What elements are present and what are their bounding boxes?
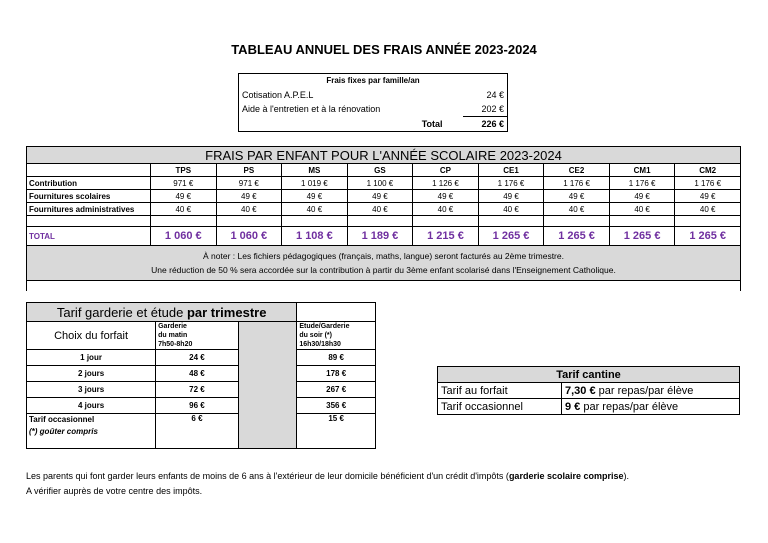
fee-label: Aide à l'entretien et à la rénovation bbox=[242, 104, 381, 115]
total-cell: 1 189 € bbox=[347, 227, 413, 246]
table-row bbox=[27, 177, 741, 190]
empty-cell bbox=[297, 303, 376, 322]
blank-row bbox=[27, 216, 741, 227]
cell: 40 € bbox=[675, 203, 741, 216]
cell: 267 € bbox=[297, 382, 376, 398]
price: 9 € bbox=[565, 400, 581, 413]
column-headers bbox=[27, 164, 741, 177]
cell: 40 € bbox=[478, 203, 544, 216]
row-label: 4 jours bbox=[27, 398, 156, 414]
table-row bbox=[27, 398, 376, 414]
row-label: 2 jours bbox=[27, 366, 156, 382]
fee-amount: 24 € bbox=[486, 90, 504, 100]
row-label: 1 jour bbox=[27, 350, 156, 366]
fee-label: Cotisation A.P.E.L bbox=[242, 90, 314, 100]
total-amount: 226 € bbox=[463, 117, 508, 132]
price-cell bbox=[562, 383, 740, 399]
header-line: Garderie bbox=[158, 323, 187, 330]
cell: 40 € bbox=[413, 203, 479, 216]
col-header: CM1 bbox=[609, 164, 675, 177]
header-line: du soir (*) bbox=[299, 332, 332, 339]
col-header: GS bbox=[347, 164, 413, 177]
cell: 96 € bbox=[156, 398, 239, 414]
cell: 40 € bbox=[151, 203, 217, 216]
table-row bbox=[27, 190, 741, 203]
footer-line: A vérifier auprès de votre centre des impôts. bbox=[26, 486, 203, 496]
cell: 49 € bbox=[413, 190, 479, 203]
table-row bbox=[27, 350, 376, 366]
table-row bbox=[27, 382, 376, 398]
cell: 49 € bbox=[478, 190, 544, 203]
cell: 40 € bbox=[216, 203, 282, 216]
row-label: Contribution bbox=[27, 177, 151, 190]
row-label: 3 jours bbox=[27, 382, 156, 398]
cell: 49 € bbox=[282, 190, 348, 203]
total-cell: 1 215 € bbox=[413, 227, 479, 246]
page-title: TABLEAU ANNUEL DES FRAIS ANNÉE 2023-2024 bbox=[231, 42, 537, 57]
cell: 1 126 € bbox=[413, 177, 479, 190]
table-row bbox=[27, 366, 376, 382]
row-label: Tarif occasionnel bbox=[438, 399, 562, 415]
price-suffix: par repas/par élève bbox=[580, 400, 679, 413]
cell: 15 € bbox=[297, 414, 376, 449]
cell: 356 € bbox=[297, 398, 376, 414]
matin-header bbox=[156, 322, 239, 350]
price: 7,30 € bbox=[565, 384, 596, 397]
table-row bbox=[438, 399, 740, 415]
total-cell: 1 265 € bbox=[478, 227, 544, 246]
cell: 48 € bbox=[156, 366, 239, 382]
total-row bbox=[27, 227, 741, 246]
total-cell: 1 108 € bbox=[282, 227, 348, 246]
note-row bbox=[27, 246, 741, 281]
cantine-table bbox=[437, 366, 740, 415]
cell: 1 176 € bbox=[675, 177, 741, 190]
cell: 6 € bbox=[156, 414, 239, 449]
fixed-fees-header: Frais fixes par famille/an bbox=[326, 76, 420, 85]
fees-table-title: FRAIS PAR ENFANT POUR L'ANNÉE SCOLAIRE 2023-2024 bbox=[27, 147, 741, 164]
col-header: CE2 bbox=[544, 164, 610, 177]
cell: 1 100 € bbox=[347, 177, 413, 190]
table-row bbox=[239, 102, 508, 117]
footer-line bbox=[26, 469, 629, 484]
garderie-table bbox=[26, 302, 376, 449]
fees-per-child-table bbox=[26, 146, 741, 291]
total-cell: 1 265 € bbox=[609, 227, 675, 246]
table-row bbox=[27, 414, 376, 449]
cell: 40 € bbox=[347, 203, 413, 216]
total-label: TOTAL bbox=[27, 227, 151, 246]
cantine-title: Tarif cantine bbox=[438, 367, 740, 383]
col-header: CM2 bbox=[675, 164, 741, 177]
header-line: 16h30/18h30 bbox=[299, 341, 341, 348]
row-label: Tarif au forfait bbox=[438, 383, 562, 399]
cell: 49 € bbox=[216, 190, 282, 203]
col-header: PS bbox=[216, 164, 282, 177]
row-label: Fournitures administratives bbox=[27, 203, 151, 216]
total-cell: 1 265 € bbox=[544, 227, 610, 246]
footer-text: ). bbox=[623, 471, 629, 481]
total-cell: 1 060 € bbox=[216, 227, 282, 246]
empty-header bbox=[27, 164, 151, 177]
gray-column bbox=[238, 322, 297, 449]
cell: 72 € bbox=[156, 382, 239, 398]
cell: 89 € bbox=[297, 350, 376, 366]
row-label: Fournitures scolaires bbox=[27, 190, 151, 203]
cell: 49 € bbox=[544, 190, 610, 203]
cell: 24 € bbox=[156, 350, 239, 366]
col-header: MS bbox=[282, 164, 348, 177]
choix-label: Choix du forfait bbox=[27, 322, 156, 350]
header-line: Etude/Garderie bbox=[299, 323, 350, 330]
table-row bbox=[239, 88, 508, 102]
col-header: CP bbox=[413, 164, 479, 177]
note-line: À noter : Les fichiers pédagogiques (français, maths, langue) seront facturés au 2ème trimestre. bbox=[203, 251, 564, 261]
total-cell: 1 265 € bbox=[675, 227, 741, 246]
price-cell bbox=[562, 399, 740, 415]
total-label: Total bbox=[421, 118, 443, 129]
price-suffix: par repas/par élève bbox=[595, 384, 694, 397]
note-line: Une réduction de 50 % sera accordée sur la contribution à partir du 3ème enfant scolarisé dans l'Enseignement Catholique. bbox=[151, 265, 616, 275]
garderie-title-bold: par trimestre bbox=[186, 304, 267, 320]
fixed-fees-table bbox=[238, 73, 508, 132]
table-row bbox=[438, 383, 740, 399]
cell: 40 € bbox=[609, 203, 675, 216]
table-row bbox=[239, 117, 508, 132]
col-header: TPS bbox=[151, 164, 217, 177]
footer-note bbox=[26, 469, 629, 499]
total-cell: 1 060 € bbox=[151, 227, 217, 246]
occasional-label bbox=[27, 414, 156, 449]
cell: 40 € bbox=[544, 203, 610, 216]
table-row bbox=[27, 203, 741, 216]
col-header: CE1 bbox=[478, 164, 544, 177]
cell: 1 176 € bbox=[544, 177, 610, 190]
footer-text: Les parents qui font garder leurs enfants de moins de 6 ans à l'extérieur de leur domicile bénéficient d'un crédit d'impôts ( bbox=[26, 471, 509, 481]
header-line: 7h50-8h20 bbox=[158, 341, 193, 348]
garderie-title bbox=[27, 303, 297, 322]
note-cell bbox=[27, 246, 741, 281]
occasional-text: Tarif occasionnel bbox=[29, 415, 95, 424]
cell: 971 € bbox=[151, 177, 217, 190]
cell: 40 € bbox=[282, 203, 348, 216]
blank-row bbox=[27, 281, 741, 292]
cell: 1 019 € bbox=[282, 177, 348, 190]
footer-bold: garderie scolaire comprise bbox=[508, 471, 624, 481]
cell: 1 176 € bbox=[478, 177, 544, 190]
cell: 49 € bbox=[675, 190, 741, 203]
cell: 1 176 € bbox=[609, 177, 675, 190]
cell: 49 € bbox=[609, 190, 675, 203]
soir-header bbox=[297, 322, 376, 350]
cell: 49 € bbox=[347, 190, 413, 203]
cell: 971 € bbox=[216, 177, 282, 190]
cell: 49 € bbox=[151, 190, 217, 203]
occasional-note: (*) goûter compris bbox=[29, 427, 98, 436]
header-line: du matin bbox=[158, 332, 188, 339]
cell: 178 € bbox=[297, 366, 376, 382]
garderie-title-text: Tarif garderie et étude bbox=[56, 304, 187, 320]
fee-amount: 202 € bbox=[481, 104, 504, 114]
